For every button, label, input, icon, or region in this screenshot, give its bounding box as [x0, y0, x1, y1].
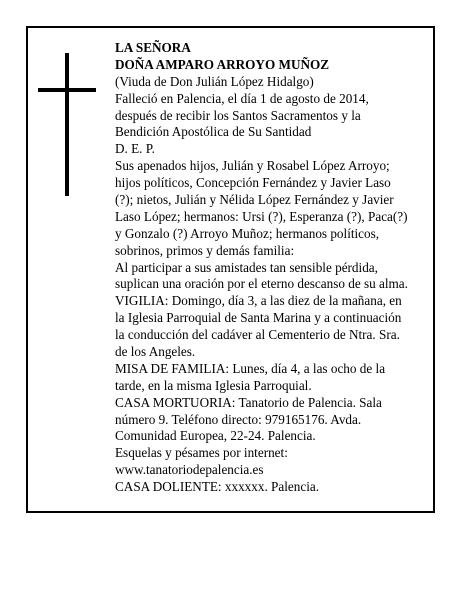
condolences-line: Esquelas y pésames por internet:: [115, 445, 288, 461]
family-mass-line-2: tarde, en la misma Iglesia Parroquial.: [115, 377, 312, 393]
deceased-name: DOÑA AMPARO ARROYO MUÑOZ: [115, 56, 330, 72]
obituary-text: [115, 40, 425, 496]
family-line-5: y Gonzalo (?) Arroyo Muñoz; hermanos políticos,: [115, 225, 380, 241]
vigil-line-4: de los Angeles.: [115, 344, 196, 360]
family-line-3: (?); nietos, Julián y Nélida López Fernández y Javier: [115, 192, 394, 208]
family-mass-line-1: MISA DE FAMILIA: Lunes, día 4, a las ocho de la: [115, 360, 386, 376]
request-line-1: Al participar a sus amistades tan sensible pérdida,: [115, 259, 378, 275]
house-of-mourning-line: CASA DOLIENTE: xxxxxx. Palencia.: [115, 479, 320, 495]
website-link[interactable]: www.tanatoriodepalencia.es: [115, 462, 264, 478]
death-line-2: después de recibir los Santos Sacramentos y la: [115, 107, 361, 123]
vigil-line-3: la conducción del cadáver al Cementerio de Ntra. Sra.: [115, 327, 400, 343]
family-line-2: hijos políticos, Concepción Fernández y Javier Laso: [115, 175, 391, 191]
widow-note: (Viuda de Don Julián López Hidalgo): [115, 73, 314, 89]
mortuary-line-3: Comunidad Europea, 22-24. Palencia.: [115, 428, 316, 444]
family-line-6: sobrinos, primos y demás familia:: [115, 242, 295, 258]
death-line-1: Falleció en Palencia, el día 1 de agosto de 2014,: [115, 90, 369, 106]
rip-line: D. E. P.: [115, 141, 155, 157]
cross-horizontal-bar: [38, 88, 96, 92]
vigil-line-1: VIGILIA: Domingo, día 3, a las diez de la mañana, en: [115, 293, 402, 309]
notice-heading: LA SEÑORA: [115, 40, 191, 55]
death-line-3: Bendición Apostólica de Su Santidad: [115, 124, 312, 140]
family-line-4: Laso López; hermanos: Ursi (?), Esperanza (?), Paca(?): [115, 208, 408, 224]
vigil-line-2: la Iglesia Parroquial de Santa Marina y a continuación: [115, 310, 402, 326]
cross-vertical-bar: [65, 53, 69, 196]
request-line-2: suplican una oración por el eterno descanso de su alma.: [115, 276, 408, 292]
family-line-1: Sus apenados hijos, Julián y Rosabel López Arroyo;: [115, 158, 390, 174]
mortuary-line-2: número 9. Teléfono directo: 979165176. Avda.: [115, 411, 362, 427]
mortuary-line-1: CASA MORTUORIA: Tanatorio de Palencia. Sala: [115, 394, 382, 410]
